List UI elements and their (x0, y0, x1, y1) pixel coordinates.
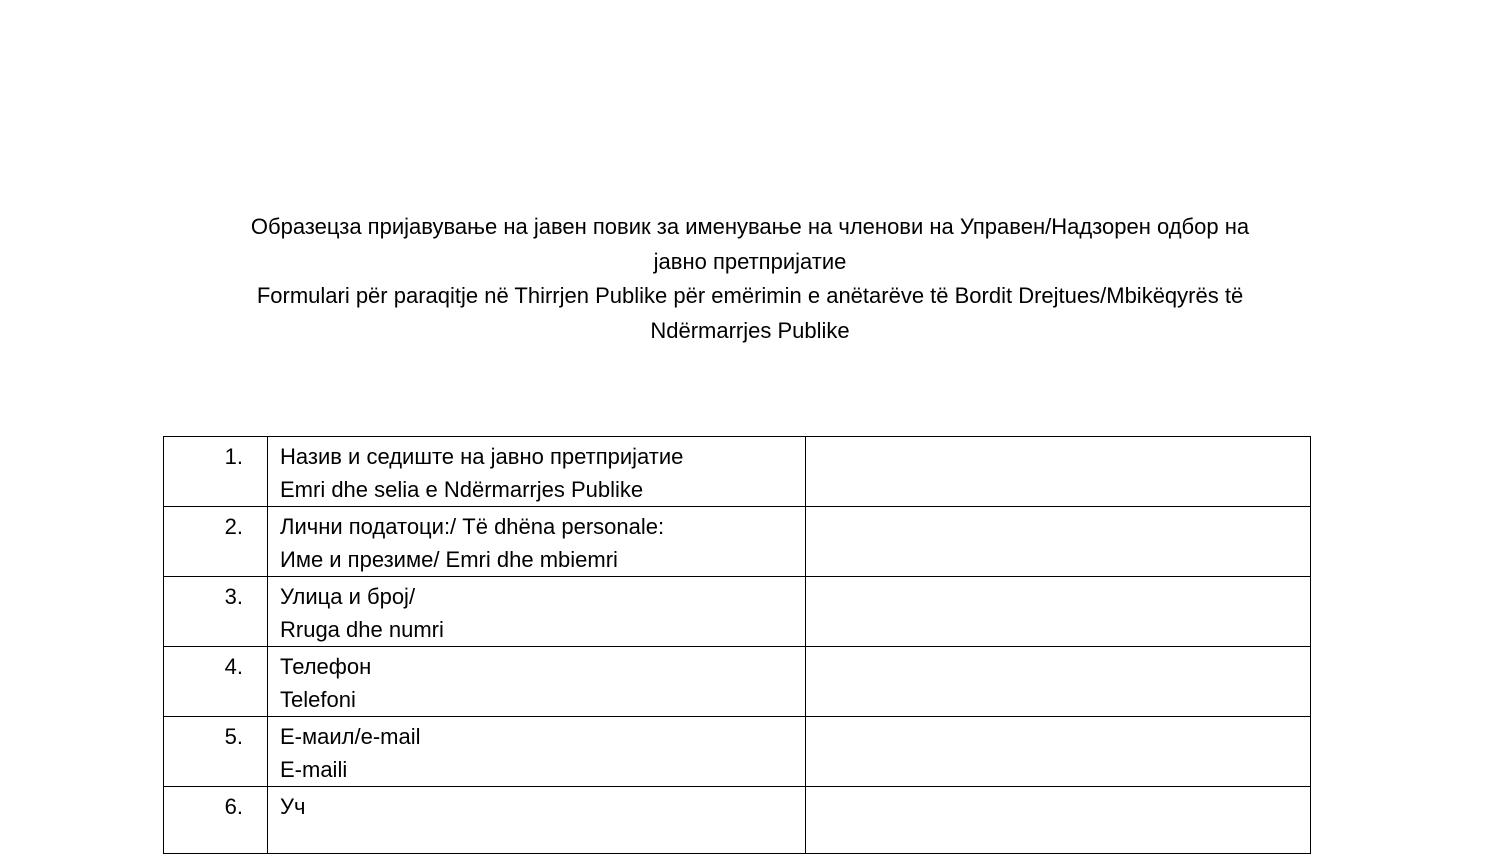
row-label-mk: Улица и број/ (280, 584, 416, 609)
row-number-cell (164, 507, 268, 577)
table-row (164, 437, 1311, 507)
title-line-mk-2: јавно претпријатие (653, 248, 847, 274)
title-line-sq-1: Formulari për paraqitje në Thirrjen Publike për emërimin e anëtarëve të Bordit Drejtues/Mbikëqyrës të (256, 283, 1244, 308)
row-label-mk: Назив и седиште на јавно претпријатие (280, 444, 684, 469)
title-line-mk-1: Образецза пријавување на јавен повик за именување на членови на Управен/Надзорен одбор на (250, 214, 1250, 239)
row-label-cell (268, 437, 806, 507)
street-address-field[interactable] (806, 577, 1311, 647)
table-row (164, 787, 1311, 854)
full-name-field[interactable] (806, 507, 1311, 577)
row-label-sq: Telefoni (280, 687, 356, 712)
document-title (150, 210, 1350, 348)
row-label-sq: Име и презиме/ Emri dhe mbiemri (280, 547, 618, 572)
application-form-table (163, 436, 1311, 854)
row-number: 5. (224, 724, 243, 749)
phone-field[interactable] (806, 647, 1311, 717)
row-number-cell (164, 717, 268, 787)
row-number-cell (164, 437, 268, 507)
row-label-sq: E-maili (280, 757, 348, 782)
row-label-cell (268, 787, 806, 854)
row-label-mk: Телефон (280, 654, 372, 679)
table-row (164, 507, 1311, 577)
row-number-cell (164, 577, 268, 647)
education-field[interactable] (806, 787, 1311, 854)
row-number: 4. (224, 654, 243, 679)
row-number: 2. (224, 514, 243, 539)
row-number-cell (164, 787, 268, 854)
row-label-mk: Лични податоци:/ Të dhëna personale: (280, 514, 665, 539)
row-label-cell (268, 577, 806, 647)
row-label-sq: Rruga dhe numri (280, 617, 444, 642)
title-line-sq-2: Ndërmarrjes Publike (650, 317, 850, 343)
row-label-cell (268, 507, 806, 577)
row-number-cell (164, 647, 268, 717)
row-label-sq: Emri dhe selia e Ndërmarrjes Publike (280, 477, 644, 502)
row-number: 1. (224, 444, 243, 469)
table-row (164, 577, 1311, 647)
row-number: 3. (224, 584, 243, 609)
row-label-cell (268, 717, 806, 787)
row-label-mk: Е-маил/e-mail (280, 724, 421, 749)
row-label-mk: Уч (280, 794, 306, 819)
company-name-field[interactable] (806, 437, 1311, 507)
email-field[interactable] (806, 717, 1311, 787)
table-row (164, 717, 1311, 787)
row-number: 6. (224, 794, 243, 819)
row-label-cell (268, 647, 806, 717)
table-row (164, 647, 1311, 717)
